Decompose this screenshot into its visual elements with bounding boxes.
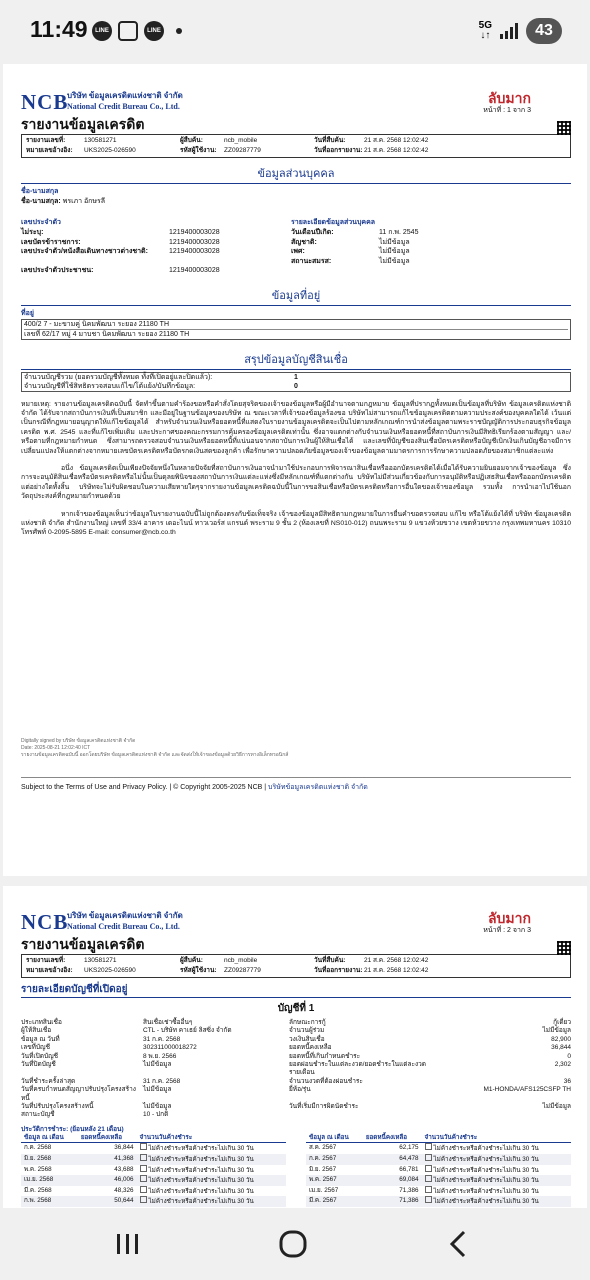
status-checkbox-icon bbox=[425, 1186, 432, 1193]
history-month: พ.ค. 2567 bbox=[309, 1176, 337, 1184]
id-list: ไม่ระบุ: 1219400003028 เลขบัตรข้าราชการ: 1219400003028 เลขประจำตัว/หนังสือเดินทางชาวต่างชาติ: 1219400003028 เลขประจำตัวประชาชน: 1219400003028 bbox=[21, 229, 220, 274]
summary-box: จำนวนบัญชีรวม (ยอดรวมบัญชีทั้งหมด ทั้งที่เปิดอยู่และปิดแล้ว): 1 จำนวนบัญชีที่ใช้สิทธิตรวจสอบแก้ไข/โต้แย้ง/บันทึกข้อมูล: 0 bbox=[21, 372, 571, 392]
name-row: ชื่อ-นามสกุล: พรเภา อักษรลี bbox=[21, 198, 106, 205]
history-row bbox=[306, 1143, 571, 1154]
account-field-label: เลขที่บัญชี bbox=[21, 1044, 51, 1052]
status-checkbox-icon bbox=[425, 1165, 432, 1172]
status-checkbox-icon bbox=[425, 1143, 432, 1150]
status-checkbox-icon bbox=[140, 1175, 147, 1182]
history-balance: 43,688 bbox=[114, 1165, 134, 1173]
account-details bbox=[21, 1019, 571, 1120]
summary-section-header: สรุปข้อมูลบัญชีสินเชื่อ bbox=[21, 350, 571, 370]
battery-icon: 43 bbox=[526, 18, 562, 44]
history-column-header: จำนวนวันค้างชำระ bbox=[137, 1134, 287, 1143]
account-field-label: วันที่ปิดบัญชี bbox=[21, 1061, 56, 1069]
clock: 11:49 bbox=[30, 16, 88, 42]
account-field-value: 31 ก.ค. 2568 bbox=[143, 1035, 181, 1043]
history-status: ไม่ค้างชำระหรือค้างชำระไม่เกิน 30 วัน bbox=[148, 1177, 254, 1185]
address-label: ที่อยู่ bbox=[21, 309, 34, 317]
history-month: เม.ย. 2567 bbox=[309, 1186, 339, 1194]
qr-code-icon bbox=[557, 121, 571, 135]
digital-signature: Digitally signed by บริษัท ข้อมูลเครดิตแห่งชาติ จำกัด Date: 2025-08-21 12:02:40 ICT รายงานข้อมูลเครดิตฉบับนี้ ออกโดยบริษัท ข้อมูลเครดิตแห่งชาติ จำกัด และจัดส่งให้เจ้าของข้อมูลด้วยวิธีการทางอิเล็กทรอนิกส์ bbox=[21, 737, 289, 758]
history-row bbox=[306, 1154, 571, 1165]
report-title: รายงานข้อมูลเครดิต bbox=[21, 936, 145, 952]
history-status: ไม่ค้างชำระหรือค้างชำระไม่เกิน 30 วัน bbox=[433, 1177, 539, 1185]
account-field-label: วงเงินสินเชื่อ bbox=[289, 1035, 325, 1043]
history-balance: 46,006 bbox=[114, 1176, 134, 1184]
history-column-header: ข้อมูล ณ เดือน bbox=[21, 1134, 78, 1143]
history-column-header: ยอดหนี้คงเหลือ bbox=[363, 1134, 422, 1143]
account-field-value: กู้เดี่ยว bbox=[553, 1019, 571, 1026]
contact-paragraph: หากเจ้าของข้อมูลเห็นว่าข้อมูลในรายงานฉบับนี้ไม่ถูกต้องตรงกับข้อเท็จจริง เจ้าของข้อมูลมีสิทธิตามกฎหมายในการยื่นคำขอตรวจสอบ แก้ไข หรือโต้แย้งได้ที่ บริษัท ข้อมูลเครดิตแห่งชาติ จำกัด สำนักงานใหญ่ เลขที่ 33/4 อาคาร เดอะไนน์ ทาวเวอร์ส แกรนด์ พระราม 9 ชั้น 2 (ห้องเลขที่ NS010-012) ถนนพระราม 9 แขวงห้วยขวาง เขตห้วยขวาง กรุงเทพมหานคร 10310 โทรศัพท์ 0-2095-5895 E-mail: consumer@ncb.co.th bbox=[21, 510, 571, 537]
account-field-value: CTL - บริษัท คาเธย์ ลิสซิ่ง จำกัด bbox=[143, 1027, 232, 1035]
report-meta: รายงานเลขที่: 130581271 ผู้สืบค้น: ncb_mobile วันที่สืบค้น: 21 ส.ค. 2568 12:02:42 หมายเลขอ้างอิง: UKS2025-026590 รหัสผู้ใช้งาน: ZZ09287779 วันที่ออกรายงาน: 21 ส.ค. 2568 12:02:42 bbox=[21, 954, 571, 978]
status-bar bbox=[0, 0, 590, 64]
account-field-value: 82,900 bbox=[551, 1035, 571, 1043]
personal-detail-list: วันเดือนปีเกิด: 11 ก.พ. 2545 สัญชาติ: ไม่มีข้อมูล เพศ: ไม่มีข้อมูล สถานะสมรส: ไม่มีข้อมูล bbox=[291, 229, 419, 265]
company-name: บริษัท ข้อมูลเครดิตแห่งชาติ จำกัด National Credit Bureau Co., Ltd. bbox=[67, 911, 183, 931]
account-field-label bbox=[289, 1111, 437, 1119]
account-field-label: ยอดผ่อนชำระในแต่ละงวด/ยอดชำระในแต่ละงวด รายเดือน bbox=[289, 1061, 427, 1077]
history-row bbox=[21, 1143, 286, 1154]
history-month: พ.ค. 2568 bbox=[24, 1165, 52, 1173]
status-checkbox-icon bbox=[140, 1143, 147, 1150]
address-list bbox=[21, 319, 571, 340]
account-field-value bbox=[437, 1111, 571, 1119]
history-row bbox=[21, 1154, 286, 1165]
history-column-header: จำนวนวันค้างชำระ bbox=[422, 1134, 572, 1143]
history-row bbox=[21, 1175, 286, 1186]
id-label: เลขประจำตัว bbox=[21, 219, 61, 226]
history-balance: 69,084 bbox=[399, 1176, 419, 1184]
network-indicator: 5G ↓↑ bbox=[478, 20, 492, 41]
account-field-value: 0 bbox=[567, 1052, 571, 1060]
address-line: เลขที่ 62/17 หมู่ 4 มาบชา นิคมพัฒนา ระยอง 21180 TH bbox=[24, 330, 190, 338]
history-row bbox=[21, 1165, 286, 1176]
history-row bbox=[21, 1196, 286, 1207]
personal-section-header: ข้อมูลส่วนบุคคล bbox=[21, 164, 571, 184]
status-checkbox-icon bbox=[425, 1154, 432, 1161]
account-field-label: วันที่ชำระครั้งล่าสุด bbox=[21, 1077, 76, 1085]
ncb-logo: NCB bbox=[21, 90, 69, 114]
payment-history-label: ประวัติการชำระ: (ย้อนหลัง 21 เดือน) bbox=[21, 1125, 124, 1133]
home-button[interactable] bbox=[279, 1230, 307, 1262]
account-field-label: ยี่ห้อ/รุ่น bbox=[289, 1086, 311, 1094]
account-field-label: จำนวนงวดที่ต้องผ่อนชำระ bbox=[289, 1077, 363, 1085]
history-balance: 71,386 bbox=[399, 1186, 419, 1194]
history-row bbox=[306, 1186, 571, 1197]
account-field-label: วันที่ปรับปรุงโครงสร้างหนี้ bbox=[21, 1103, 94, 1111]
company-name: บริษัท ข้อมูลเครดิตแห่งชาติ จำกัด National Credit Bureau Co., Ltd. bbox=[67, 91, 183, 111]
history-status: ไม่ค้างชำระหรือค้างชำระไม่เกิน 30 วัน bbox=[433, 1166, 539, 1174]
report-page-2[interactable] bbox=[3, 886, 587, 1208]
account-field-value: 10 - ปกติ bbox=[143, 1111, 169, 1119]
account-field-value: 302311000018272 bbox=[143, 1044, 197, 1052]
history-month: ส.ค. 2567 bbox=[309, 1144, 337, 1152]
history-month: มิ.ย. 2568 bbox=[24, 1155, 52, 1163]
history-column-header: ยอดหนี้คงเหลือ bbox=[78, 1134, 137, 1143]
account-field-label: ลักษณะการกู้ bbox=[289, 1019, 326, 1026]
status-checkbox-icon bbox=[425, 1196, 432, 1203]
navigation-bar bbox=[0, 1208, 590, 1280]
personal-detail-label: รายละเอียดข้อมูลส่วนบุคคล bbox=[291, 219, 376, 226]
notification-icons bbox=[92, 21, 182, 41]
account-field-value: 31 ก.ค. 2568 bbox=[143, 1077, 181, 1085]
account-field-label: ข้อมูล ณ วันที่ bbox=[21, 1035, 60, 1043]
status-checkbox-icon bbox=[140, 1196, 147, 1203]
history-month: มี.ค. 2568 bbox=[24, 1186, 52, 1194]
account-field-value: ไม่มีข้อมูล bbox=[542, 1103, 571, 1111]
history-balance: 64,478 bbox=[399, 1155, 419, 1163]
history-month: ก.ค. 2568 bbox=[24, 1144, 52, 1152]
account-field-label: วันที่ครบกำหนดสัญญาปรับปรุงโครงสร้างหนี้ bbox=[21, 1086, 136, 1102]
account-field-label: ยอดหนี้คงเหลือ bbox=[289, 1044, 332, 1052]
account-field-value: สินเชื่อเช่าซื้ออื่นๆ bbox=[143, 1019, 193, 1026]
history-balance: 66,781 bbox=[399, 1165, 419, 1173]
history-status: ไม่ค้างชำระหรือค้างชำระไม่เกิน 30 วัน bbox=[148, 1156, 254, 1164]
history-status: ไม่ค้างชำระหรือค้างชำระไม่เกิน 30 วัน bbox=[148, 1198, 254, 1206]
page-number: หน้าที่ : 1 จาก 3 bbox=[483, 107, 531, 114]
account-field-value: ไม่มีข้อมูล bbox=[542, 1027, 571, 1035]
history-row bbox=[306, 1165, 571, 1176]
history-status: ไม่ค้างชำระหรือค้างชำระไม่เกิน 30 วัน bbox=[433, 1156, 539, 1164]
history-status: ไม่ค้างชำระหรือค้างชำระไม่เกิน 30 วัน bbox=[148, 1145, 254, 1153]
footer: Subject to the Terms of Use and Privacy Policy. | © Copyright 2005-2025 NCB | บริษัทข้อมูลเครดิตแห่งชาติ จำกัด bbox=[21, 777, 571, 793]
footer-link[interactable]: บริษัทข้อมูลเครดิตแห่งชาติ จำกัด bbox=[268, 783, 368, 791]
back-button[interactable] bbox=[448, 1230, 468, 1262]
more-notifications-icon bbox=[176, 28, 182, 34]
account-field-value: ไม่มีข้อมูล bbox=[143, 1103, 172, 1111]
history-status: ไม่ค้างชำระหรือค้างชำระไม่เกิน 30 วัน bbox=[433, 1187, 539, 1195]
history-balance: 48,326 bbox=[114, 1186, 134, 1194]
camera-icon bbox=[118, 21, 138, 41]
recent-apps-button[interactable] bbox=[115, 1232, 141, 1260]
history-row bbox=[306, 1196, 571, 1207]
history-column-header: ข้อมูล ณ เดือน bbox=[306, 1134, 363, 1143]
account-field-label: วันที่เปิดบัญชี bbox=[21, 1052, 59, 1060]
line-icon: LINE bbox=[92, 21, 112, 41]
account-field-label: ผู้ให้สินเชื่อ bbox=[21, 1027, 52, 1035]
status-checkbox-icon bbox=[140, 1165, 147, 1172]
history-balance: 71,386 bbox=[399, 1197, 419, 1205]
status-checkbox-icon bbox=[425, 1175, 432, 1182]
history-balance: 50,644 bbox=[114, 1197, 134, 1205]
status-checkbox-icon bbox=[140, 1154, 147, 1161]
account-field-label: วันที่เริ่มมีการผิดนัดชำระ bbox=[289, 1103, 359, 1111]
address-section-header: ข้อมูลที่อยู่ bbox=[21, 286, 571, 306]
name-label: ชื่อ-นามสกุล bbox=[21, 188, 59, 195]
ncb-logo: NCB bbox=[21, 910, 69, 934]
account-field-value: ไม่มีข้อมูล bbox=[143, 1086, 172, 1094]
account-field-label: ประเภทสินเชื่อ bbox=[21, 1019, 62, 1026]
history-balance: 41,368 bbox=[114, 1155, 134, 1163]
account-field-label: สถานะบัญชี bbox=[21, 1111, 55, 1119]
disclaimer-paragraph: หมายเหตุ: รายงานข้อมูลเครดิตฉบับนี้ จัดทำขึ้นตามคำร้องขอหรือคำสั่งโดยสุจริตของเจ้าของข้อมูลหรือผู้มีอำนาจตามกฎหมาย ข้อมูลที่ปรากฏทั้งหมดเป็นข้อมูลที่บริษัท ข้อมูลเครดิตแห่งชาติ จำกัด ได้รับจากสถาบันการเงินที่เป็นสมาชิก และมีอยู่ในฐานข้อมูลของบริษัท ณ ขณะเวลาที่เจ้าของข้อมูลร้องขอ บริษัทไม่สามารถแก้ไขข้อมูลเครดิตตามความประสงค์ของบุคคลใดได้ เว้นแต่เป็นกรณีที่กฎหมายอนุญาตให้แก้ไขข้อมูลได้ สำหรับจำนวนเงินหรือยอดหนี้ที่แสดงในรายงานข้อมูลเครดิตจะเป็นไปตามหลักเกณฑ์การนำส่งข้อมูลตามพระราชบัญญัติการประกอบธุรกิจข้อมูลเครดิต พ.ศ. 2545 และที่แก้ไขเพิ่มเติม และประกาศของคณะกรรมการคุ้มครองข้อมูลเครดิตเท่านั้น ซึ่งอาจแตกต่างกับจำนวนเงินหรือยอดหนี้ที่สถาบันการเงินมีสิทธิเรียกร้องตามสัญญา และ/หรือตามที่กฎหมายกำหนด ซึ่งสามารถตรวจสอบจำนวนเงินหรือยอดหนี้ที่แน่นอนจากสถาบันการเงินผู้ให้สินเชื่อได้ และเลขที่บัญชีของสินเชื่อบัตรเครดิตหรือบัญชีเบิกเงินเกินบัญชีอาจมีการเปลี่ยนแปลงให้แตกต่างจากหมายเลขบัตรเครดิตหรือบัตรกดเงินสดของลูกค้า เพื่อรักษาความปลอดภัยข้อมูลของเจ้าของข้อมูลตามมาตรการการรักษาความปลอดภัยของสมาชิกแต่ละแห่ง bbox=[21, 400, 571, 455]
account-field-value: 2,302 bbox=[554, 1061, 571, 1069]
history-status: ไม่ค้างชำระหรือค้างชำระไม่เกิน 30 วัน bbox=[433, 1145, 539, 1153]
account-field-value: M1-HONDA/AFS125CSFP TH bbox=[483, 1086, 571, 1094]
payment-history bbox=[21, 1134, 571, 1207]
history-row bbox=[306, 1175, 571, 1186]
account-field-value: 8 พ.ย. 2566 bbox=[143, 1052, 177, 1060]
history-status: ไม่ค้างชำระหรือค้างชำระไม่เกิน 30 วัน bbox=[148, 1166, 254, 1174]
history-month: ก.พ. 2568 bbox=[24, 1197, 52, 1205]
status-checkbox-icon bbox=[140, 1186, 147, 1193]
qr-code-icon bbox=[557, 941, 571, 955]
account-field-value: 36 bbox=[563, 1077, 571, 1085]
page-number: หน้าที่ : 2 จาก 3 bbox=[483, 927, 531, 934]
address-line: 400/2 7 - มะขามคู่ นิคมพัฒนา ระยอง 21180 TH bbox=[24, 320, 568, 330]
disclaimer-paragraph: อนึ่ง ข้อมูลเครดิตเป็นเพียงปัจจัยหนึ่งในหลายปัจจัยที่สถาบันการเงินอาจนำมาใช้ประกอบการพิจารณาสินเชื่อหรือออกบัตรเครดิตได้เมื่อได้รับความยินยอมจากเจ้าของข้อมูล ซึ่งการจะอนุมัติสินเชื่อหรือบัตรเครดิตหรือไม่นั้นเป็นดุลยพินิจของสถาบันการเงินแต่ละแห่งซึ่งมีหลักเกณฑ์ที่แตกต่างกัน บริษัทไม่มีส่วนเกี่ยวข้องกับการอนุมัติหรือปฏิเสธสินเชื่อหรือออกบัตรเครดิตแต่อย่างใดทั้งสิ้น บริษัทจะไม่รับผิดชอบในความเสียหายใดๆจากรายงานข้อมูลเครดิตฉบับนี้ในการขอสินเชื่อหรือบัตรเครดิตหรือการอื่นใดของเจ้าของข้อมูล รวมทั้ง การนำเอาไปใช้นอกวัตถุประสงค์ที่กฎหมายกำหนดด้วย bbox=[21, 464, 571, 501]
account-field-value: 36,844 bbox=[551, 1044, 571, 1052]
account-field-label: ยอดหนี้ที่เกินกำหนดชำระ bbox=[289, 1052, 361, 1060]
history-balance: 36,844 bbox=[114, 1144, 134, 1152]
history-status: ไม่ค้างชำระหรือค้างชำระไม่เกิน 30 วัน bbox=[433, 1198, 539, 1206]
report-meta: รายงานเลขที่: 130581271 ผู้สืบค้น: ncb_mobile วันที่สืบค้น: 21 ส.ค. 2568 12:02:42 หมายเลขอ้างอิง: UKS2025-026590 รหัสผู้ใช้งาน: ZZ09287779 วันที่ออกรายงาน: 21 ส.ค. 2568 12:02:42 bbox=[21, 134, 571, 158]
line-icon: LINE bbox=[144, 21, 164, 41]
report-page-1[interactable] bbox=[3, 64, 587, 876]
account-field-label: จำนวนผู้ร่วม bbox=[289, 1027, 325, 1035]
history-month: มิ.ย. 2567 bbox=[309, 1165, 337, 1173]
signal-icon bbox=[500, 23, 518, 39]
classification-label: ลับมาก bbox=[487, 90, 531, 106]
history-month: มี.ค. 2567 bbox=[309, 1197, 337, 1205]
account-title: บัญชีที่ 1 bbox=[277, 1003, 315, 1014]
history-row bbox=[21, 1186, 286, 1197]
open-accounts-header: รายละเอียดบัญชีที่เปิดอยู่ bbox=[21, 982, 571, 998]
classification-label: ลับมาก bbox=[487, 910, 531, 926]
account-field-value: ไม่มีข้อมูล bbox=[143, 1061, 172, 1069]
history-month: เม.ย. 2568 bbox=[24, 1176, 54, 1184]
report-title: รายงานข้อมูลเครดิต bbox=[21, 116, 145, 132]
history-balance: 62,175 bbox=[399, 1144, 419, 1152]
history-month: ก.ค. 2567 bbox=[309, 1155, 337, 1163]
history-status: ไม่ค้างชำระหรือค้างชำระไม่เกิน 30 วัน bbox=[148, 1187, 254, 1195]
